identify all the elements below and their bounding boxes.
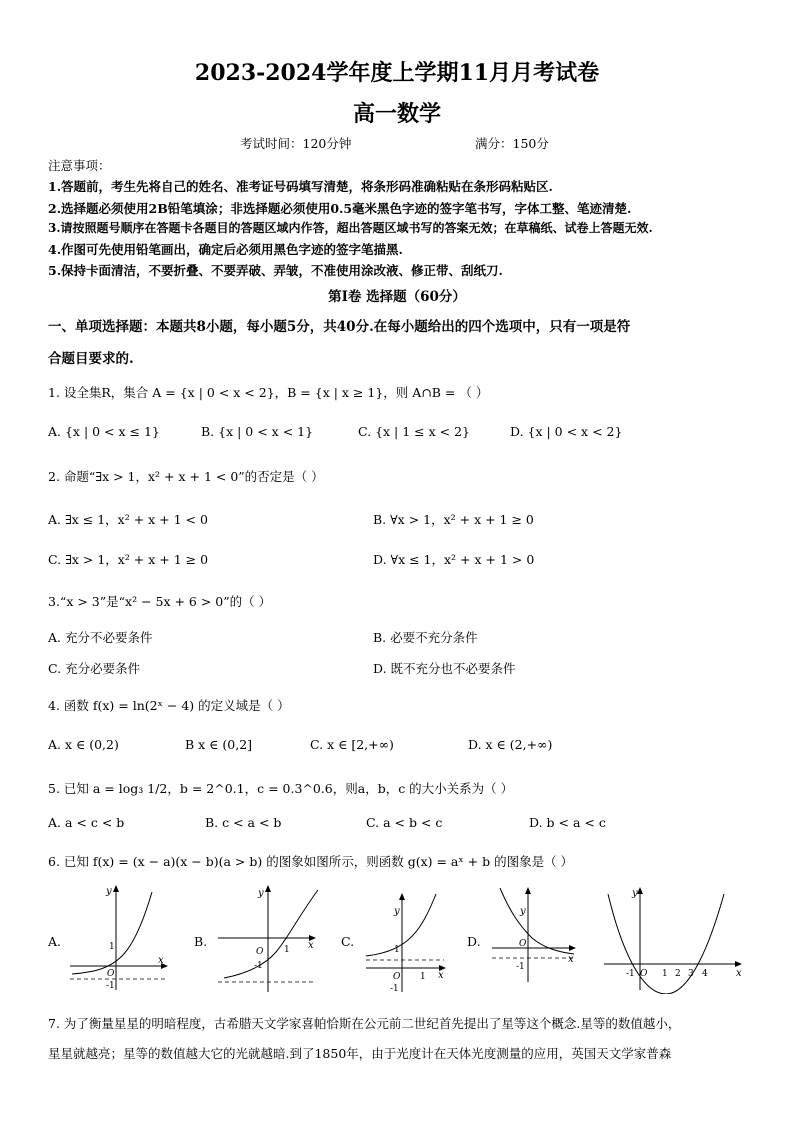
origin-label: O [393,972,401,982]
axis-label-x: x [308,940,314,951]
q1-option-c: C. {x | 1 ≤ x < 2} [358,424,470,439]
axis-label-x: x [736,968,742,979]
axis-label-y: y [520,906,526,917]
origin-label: O [256,947,264,957]
q3-stem: 3.“x > 3”是“x² − 5x + 6 > 0”的（ ） [48,594,272,609]
tick-label: -1 [106,981,115,991]
q7-stem-line1: 7. 为了衡量星星的明暗程度，古希腊天文学家喜帕恰斯在公元前二世纪首先提出了星等这个概念.星等的数值越小， [48,1016,681,1031]
section-title: 第I卷 选择题（60分） [328,289,466,305]
q6-graph-d [488,882,580,986]
q2-option-a: A. ∃x ≤ 1，x² + x + 1 < 0 [48,512,208,527]
q4-option-c: C. x ∈ [2,+∞) [310,737,394,752]
tick-label: 1 [394,945,400,955]
tick-label: 2 [675,969,681,979]
q6-graph-a [66,882,174,994]
tick-label: -1 [516,962,525,972]
tick-label: 1 [109,942,115,952]
exam-time: 考试时间：120分钟 [240,136,352,151]
tick-label: 1 [662,969,668,979]
tick-label: -1 [626,969,635,979]
q5-option-a: A. a < c < b [48,815,125,830]
note-item: 3.请按照题号顺序在答题卡各题目的答题区域内作答，超出答题区域书写的答案无效；在草稿纸、试卷上答题无效. [48,221,653,235]
q4-option-a: A. x ∈ (0,2) [48,737,119,752]
origin-label: O [640,969,648,979]
axis-label-y: y [632,888,638,899]
q4-option-d: D. x ∈ (2,+∞) [468,737,553,752]
note-item: 2.选择题必须使用2B铅笔填涂；非选择题必须使用0.5毫米黑色字迹的签字笔书写，字体工整、笔迹清楚. [48,201,632,216]
section-instruction: 一、单项选择题：本题共8小题，每小题5分，共40分.在每小题给出的四个选项中，只有一项是符 [48,319,631,335]
q6-graph-b [214,882,326,994]
q5-option-b: B. c < a < b [205,815,282,830]
q3-option-d: D. 既不充分也不必要条件 [373,661,516,676]
q6-option-b: B. [194,934,208,949]
axis-label-x: x [438,970,444,981]
q2-option-d: D. ∀x ≤ 1，x² + x + 1 > 0 [373,552,535,567]
tick-label: 1 [284,945,290,955]
note-item: 5.保持卡面清洁，不要折叠、不要弄破、弄皱，不准使用涂改液、修正带、刮纸刀. [48,263,503,278]
exam-subject: 高一数学 [352,101,441,127]
exam-title: 2023-2024学年度上学期11月月考试卷 [194,60,600,86]
axis-label-y: y [106,886,112,897]
axis-label-y: y [394,906,400,917]
q6-graph-c [362,888,454,998]
q5-option-d: D. b < a < c [529,815,606,830]
note-item: 1.答题前，考生先将自己的姓名、准考证号码填写清楚，将条形码准确粘贴在条形码粘贴区. [48,179,553,194]
tick-label: 3 [688,969,694,979]
note-item: 4.作图可先使用铅笔画出，确定后必须用黑色字迹的签字笔描黑. [48,242,403,257]
tick-label: -1 [390,984,399,994]
tick-label: -1 [254,961,263,971]
q1-stem: 1. 设全集R，集合 A = {x | 0 < x < 2}，B = {x | x ≥ 1}，则 A∩B = （ ） [48,385,489,400]
q6-option-c: C. [341,934,355,949]
notes-heading: 注意事项： [48,158,111,173]
q1-option-b: B. {x | 0 < x < 1} [201,424,314,439]
exam-score: 满分：150分 [475,136,549,151]
q4-stem: 4. 函数 f(x) = ln(2ˣ − 4) 的定义域是（ ） [48,698,290,713]
origin-label: O [519,939,527,949]
q6-option-d: D. [467,934,481,949]
tick-label: 1 [420,972,426,982]
q6-option-a: A. [48,934,62,949]
tick-label: 4 [702,969,708,979]
q5-stem: 5. 已知 a = log₃ 1/2，b = 2^0.1，c = 0.3^0.6，则a，b，c 的大小关系为（ ） [48,781,514,796]
q4-option-b: B x ∈ (0,2] [185,737,253,752]
axis-label-x: x [568,954,574,965]
q2-option-c: C. ∃x > 1，x² + x + 1 ≥ 0 [48,552,209,567]
section-instruction-cont: 合题目要求的. [48,351,134,367]
axis-label-y: y [258,888,264,899]
q2-stem: 2. 命题“∃x > 1，x² + x + 1 < 0”的否定是（ ） [48,469,324,484]
q1-option-d: D. {x | 0 < x < 2} [510,424,623,439]
q2-option-b: B. ∀x > 1，x² + x + 1 ≥ 0 [373,512,534,527]
q7-stem-line2: 星星就越亮；星等的数值越大它的光就越暗.到了1850年，由于光度计在天体光度测量的应用，英国天文学家普森 [48,1046,672,1061]
q5-option-c: C. a < b < c [366,815,443,830]
q6-stem: 6. 已知 f(x) = (x − a)(x − b)(a > b) 的图象如图所示，则函数 g(x) = aˣ + b 的图象是（ ） [48,854,574,869]
q3-option-b: B. 必要不充分条件 [373,630,478,645]
q3-option-a: A. 充分不必要条件 [48,630,153,645]
axis-label-x: x [158,955,164,966]
q6-parabola-graph [600,884,750,994]
origin-label: O [107,969,115,979]
q1-option-a: A. {x | 0 < x ≤ 1} [48,424,160,439]
q3-option-c: C. 充分必要条件 [48,661,141,676]
